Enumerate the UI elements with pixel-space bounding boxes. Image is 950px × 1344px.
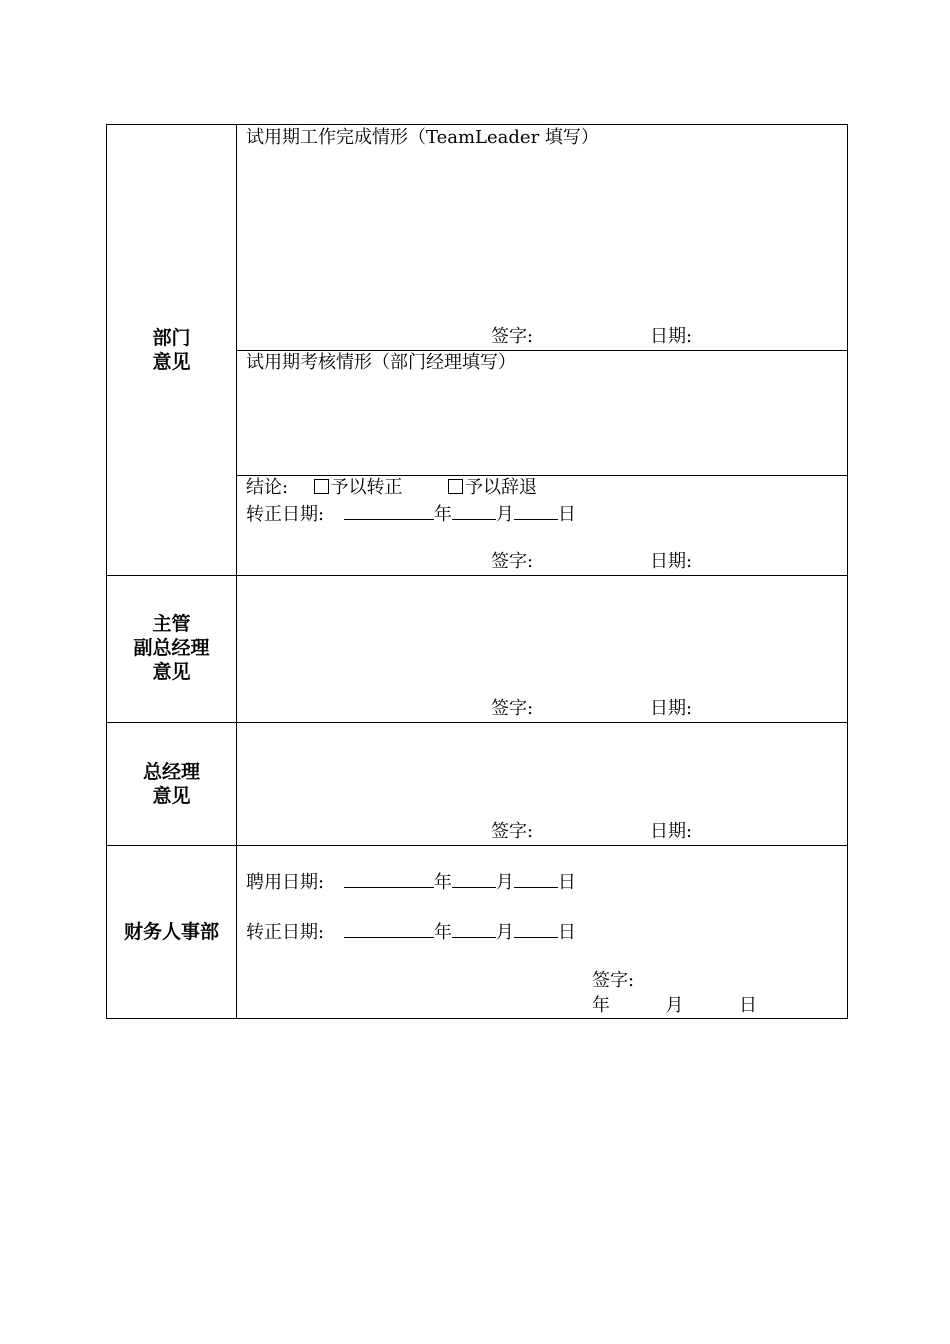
dept-confirm-date-row: 转正日期: 年 月 日 (246, 504, 576, 525)
manager-heading: 试用期考核情形（部门经理填写） (246, 352, 516, 373)
dismiss-option-label: 予以辞退 (465, 477, 538, 498)
row-divider (236, 350, 847, 351)
conclusion-row (246, 477, 537, 499)
year-blank[interactable] (344, 502, 434, 520)
gm-sign-label: 签字: (491, 821, 534, 842)
month-blank[interactable] (452, 920, 496, 938)
confirm-option-label: 予以转正 (330, 477, 403, 498)
confirm-date-label: 转正日期: (246, 922, 325, 943)
month-blank[interactable] (452, 502, 496, 520)
manager-sign-label: 签字: (491, 551, 534, 572)
confirm-checkbox[interactable] (314, 479, 329, 494)
day-blank[interactable] (514, 870, 558, 888)
vp-opinion-label: 主管 副总经理 意见 (133, 613, 210, 683)
gm-opinion-label: 总经理 意见 (142, 761, 200, 807)
teamleader-date-label: 日期: (650, 326, 693, 347)
teamleader-heading: 试用期工作完成情形（TeamLeader 填写） (246, 127, 599, 148)
gm-date-label: 日期: (650, 821, 693, 842)
finance-sign-label: 签字: (592, 970, 635, 991)
manager-date-label: 日期: (650, 551, 693, 572)
probation-review-form (106, 124, 848, 1019)
row-divider (236, 475, 847, 476)
row-divider (107, 575, 847, 576)
hire-date-row: 聘用日期: 年 月 日 (246, 872, 576, 893)
column-divider (236, 125, 237, 1018)
vp-sign-label: 签字: (491, 698, 534, 719)
confirm-date-label: 转正日期: (246, 504, 325, 525)
day-blank[interactable] (514, 920, 558, 938)
year-blank[interactable] (344, 920, 434, 938)
conclusion-label: 结论: (246, 477, 289, 498)
finance-date-row: 年 月 日 (592, 995, 757, 1016)
row-divider (107, 722, 847, 723)
finance-hr-label: 财务人事部 (123, 921, 219, 943)
day-blank[interactable] (514, 502, 558, 520)
teamleader-sign-label: 签字: (491, 326, 534, 347)
year-blank[interactable] (344, 870, 434, 888)
dismiss-checkbox[interactable] (448, 479, 463, 494)
dept-opinion-label: 部门 意见 (152, 327, 191, 373)
hire-date-label: 聘用日期: (246, 872, 325, 893)
vp-date-label: 日期: (650, 698, 693, 719)
row-divider (107, 845, 847, 846)
month-blank[interactable] (452, 870, 496, 888)
finance-confirm-date-row: 转正日期: 年 月 日 (246, 922, 576, 943)
